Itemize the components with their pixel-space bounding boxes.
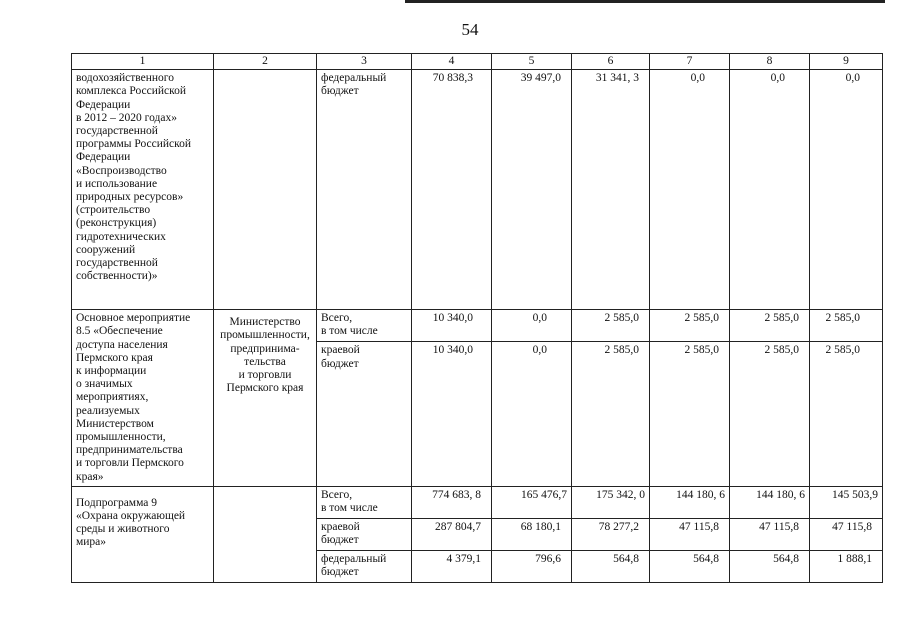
value-cell: 70 838,3 — [412, 70, 492, 310]
executor-cell — [214, 70, 317, 310]
value-cell: 47 115,8 — [810, 518, 883, 550]
value-cell: 2 585,0 — [810, 310, 883, 342]
funding-source-cell: краевой бюджет — [317, 518, 412, 550]
value-cell: 39 497,0 — [492, 70, 572, 310]
value-cell: 0,0 — [492, 310, 572, 342]
value-cell: 0,0 — [810, 70, 883, 310]
value-cell: 2 585,0 — [650, 342, 730, 487]
value-cell: 2 585,0 — [650, 310, 730, 342]
value-cell: 165 476,7 — [492, 486, 572, 518]
value-cell: 774 683, 8 — [412, 486, 492, 518]
header-row — [72, 54, 883, 70]
value-cell: 2 585,0 — [572, 310, 650, 342]
funding-source-cell: краевой бюджет — [317, 342, 412, 487]
header-cell: 4 — [412, 54, 492, 70]
executor-cell: Министерство промышленности, предпринима- тельства и торговли Пермского края — [214, 310, 317, 487]
measure-description-cell: Подпрограмма 9 «Охрана окружающей среды и животного мира» — [72, 486, 214, 582]
value-cell: 2 585,0 — [810, 342, 883, 487]
value-cell: 68 180,1 — [492, 518, 572, 550]
header-cell: 9 — [810, 54, 883, 70]
table-row — [72, 70, 883, 310]
value-cell: 2 585,0 — [730, 310, 810, 342]
top-rule — [405, 0, 885, 3]
header-cell: 3 — [317, 54, 412, 70]
header-cell: 6 — [572, 54, 650, 70]
value-cell: 145 503,9 — [810, 486, 883, 518]
value-cell: 47 115,8 — [730, 518, 810, 550]
value-cell: 144 180, 6 — [650, 486, 730, 518]
header-cell: 1 — [72, 54, 214, 70]
funding-source-cell: Всего, в том числе — [317, 310, 412, 342]
measure-description-cell: Основное мероприятие 8.5 «Обеспечение доступа населения Пермского края к информации о значимых мероприятиях, реализуемых Министерством промышленности, предпринимательства и торговли Пермского края» — [72, 310, 214, 487]
value-cell: 175 342, 0 — [572, 486, 650, 518]
header-cell: 8 — [730, 54, 810, 70]
value-cell: 564,8 — [572, 550, 650, 582]
value-cell: 0,0 — [492, 342, 572, 487]
value-cell: 2 585,0 — [730, 342, 810, 487]
value-cell: 31 341, 3 — [572, 70, 650, 310]
table-row — [72, 310, 883, 342]
measure-description-cell: водохозяйственного комплекса Российской Федерации в 2012 – 2020 годах» государственной программы Российской Федерации «Воспроизводство и использование природных ресурсов» (строительство (реконструкция) гидротехнических сооружений государственной собственности)» — [72, 70, 214, 310]
executor-cell — [214, 486, 317, 582]
value-cell: 564,8 — [730, 550, 810, 582]
value-cell: 78 277,2 — [572, 518, 650, 550]
funding-source-cell: Всего, в том числе — [317, 486, 412, 518]
funding-source-cell: федеральный бюджет — [317, 70, 412, 310]
value-cell: 1 888,1 — [810, 550, 883, 582]
value-cell: 796,6 — [492, 550, 572, 582]
value-cell: 47 115,8 — [650, 518, 730, 550]
page-number: 54 — [461, 20, 479, 39]
header-cell: 5 — [492, 54, 572, 70]
value-cell: 4 379,1 — [412, 550, 492, 582]
value-cell: 0,0 — [650, 70, 730, 310]
funding-source-cell: федеральный бюджет — [317, 550, 412, 582]
value-cell: 0,0 — [730, 70, 810, 310]
value-cell: 10 340,0 — [412, 310, 492, 342]
table-row — [72, 486, 883, 518]
value-cell: 10 340,0 — [412, 342, 492, 487]
value-cell: 2 585,0 — [572, 342, 650, 487]
value-cell: 564,8 — [650, 550, 730, 582]
budget-table — [71, 53, 883, 583]
header-cell: 2 — [214, 54, 317, 70]
value-cell: 144 180, 6 — [730, 486, 810, 518]
value-cell: 287 804,7 — [412, 518, 492, 550]
header-cell: 7 — [650, 54, 730, 70]
